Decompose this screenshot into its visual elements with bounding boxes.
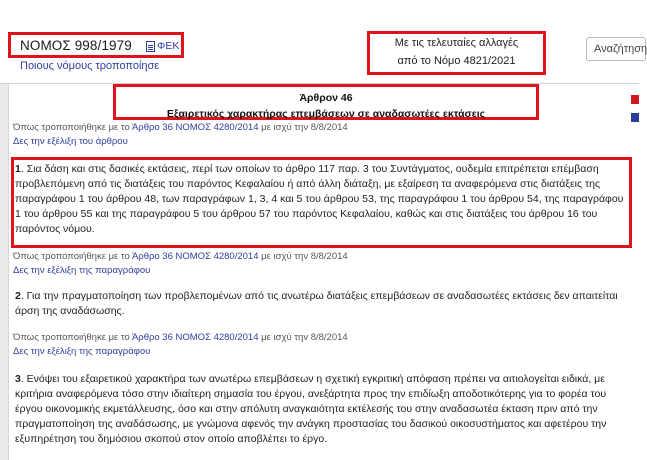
paragraph-number: 1 bbox=[15, 163, 21, 175]
paragraph-2-evolution-link[interactable]: Δες την εξέλιξη της παραγράφου bbox=[13, 346, 151, 357]
latest-changes-law: από το Νόμο 4821/2021 bbox=[397, 55, 516, 67]
paragraph-1-modification-link[interactable]: Άρθρο 36 ΝΟΜΟΣ 4280/2014 bbox=[131, 251, 259, 262]
paragraph-2-modification-note: Όπως τροποποιήθηκε με το Άρθρο 36 ΝΟΜΟΣ 4280/2014 με ισχύ την 8/8/2014 bbox=[13, 332, 348, 343]
law-title: ΝΟΜΟΣ 998/1979 bbox=[20, 38, 132, 53]
side-marker-blue bbox=[631, 113, 639, 122]
article-number: Άρθρον 46 bbox=[299, 92, 353, 104]
paragraph-text: . Ενόψει του εξαιρετικού χαρακτήρα των ανωτέρω επεμβάσεων η σχετική εγκριτική απόφαση πρέπει να αιτιολογείται ειδικά, με κριτήρια αναφερόμενα τόσο στην ιδιαίτερη σημασία του έργου, ανεξάρτητα προς την επιδίωξη αποδοτικότερης για το φορέα του έργου οικονομικής εκμετάλλευσης, όσο και στην απόλυτη αναγκαιότητα εκτέλεσής του στην αναδασωτέα έκταση πριν από την πραγματοποίηση της αναδάσωσης, με γνώμονα αφενός την ανάγκη προστασίας του δασικού οικοσυστήματος και αφετέρου την εξυπηρέτηση του δημόσιου σκοπού στον οποίο αποβλέπει το έργο. bbox=[15, 373, 607, 445]
latest-changes-text: Με τις τελευταίες αλλαγές bbox=[394, 37, 519, 49]
paragraph-1-modification-note: Όπως τροποποιήθηκε με το Άρθρο 36 ΝΟΜΟΣ 4280/2014 με ισχύ την 8/8/2014 bbox=[13, 251, 348, 262]
article-modification-link[interactable]: Άρθρο 36 ΝΟΜΟΣ 4280/2014 bbox=[131, 122, 259, 133]
paragraph-1-evolution-link[interactable]: Δες την εξέλιξη της παραγράφου bbox=[13, 265, 151, 276]
fek-link[interactable] bbox=[146, 40, 179, 52]
paragraph-text: . Σια δάση και στις δασικές εκτάσεις, περί των οποίων το άρθρο 117 παρ. 3 του Συντάγματος, ουδεμία επιτρέπεται επέμβαση προβλεπόμενη από τις διατάξεις του παρόντος Κεφαλαίου ή από άλλη διάταξη, με εξαίρεση τα αναφερόμενα στις διατάξεις της παραγράφου 1 του άρθρου 48, των παραγράφων 1, 3, 4 και 5 του άρθρου 53, της παραγράφου 1 του άρθρου 54, της παραγράφου 1 του άρθρου 55 και της παραγράφου 5 του άρθρου 57 του παρόντος Κεφαλαίου, καθώς και στις διατάξεις του άρθρου 16 του παρόντος νόμου. bbox=[15, 163, 624, 235]
paragraph-number: 3 bbox=[15, 373, 21, 385]
paragraph-1 bbox=[15, 162, 627, 237]
article-evolution-link[interactable]: Δες την εξέλιξη του άρθρου bbox=[13, 136, 128, 147]
article-modification-note: Όπως τροποποιήθηκε με το Άρθρο 36 ΝΟΜΟΣ 4280/2014 με ισχύ την 8/8/2014 bbox=[13, 122, 348, 133]
side-marker-red bbox=[631, 95, 639, 104]
document-icon bbox=[146, 41, 155, 52]
fek-label: ΦΕΚ bbox=[157, 40, 180, 52]
article-title: Εξαιρετικός χαρακτήρας επεμβάσεων σε αναδασωτέες εκτάσεις bbox=[166, 108, 486, 120]
paragraph-text: . Για την πραγματοποίηση των προβλεπομένων από τις ανωτέρω διατάξεις επεμβάσεων σε αναδασωτέες εκτάσεις δεν απαιτείται άρση της αναδάσωσης. bbox=[15, 290, 618, 317]
paragraph-2 bbox=[15, 289, 627, 319]
paragraph-3 bbox=[15, 372, 627, 447]
search-button[interactable]: Αναζήτηση bbox=[586, 37, 646, 61]
paragraph-2-modification-link[interactable]: Άρθρο 36 ΝΟΜΟΣ 4280/2014 bbox=[131, 332, 259, 343]
left-scrollbar[interactable] bbox=[0, 84, 9, 460]
paragraph-number: 2 bbox=[15, 290, 21, 302]
amends-laws-link[interactable]: Ποιους νόμους τροποποίησε bbox=[20, 60, 160, 72]
